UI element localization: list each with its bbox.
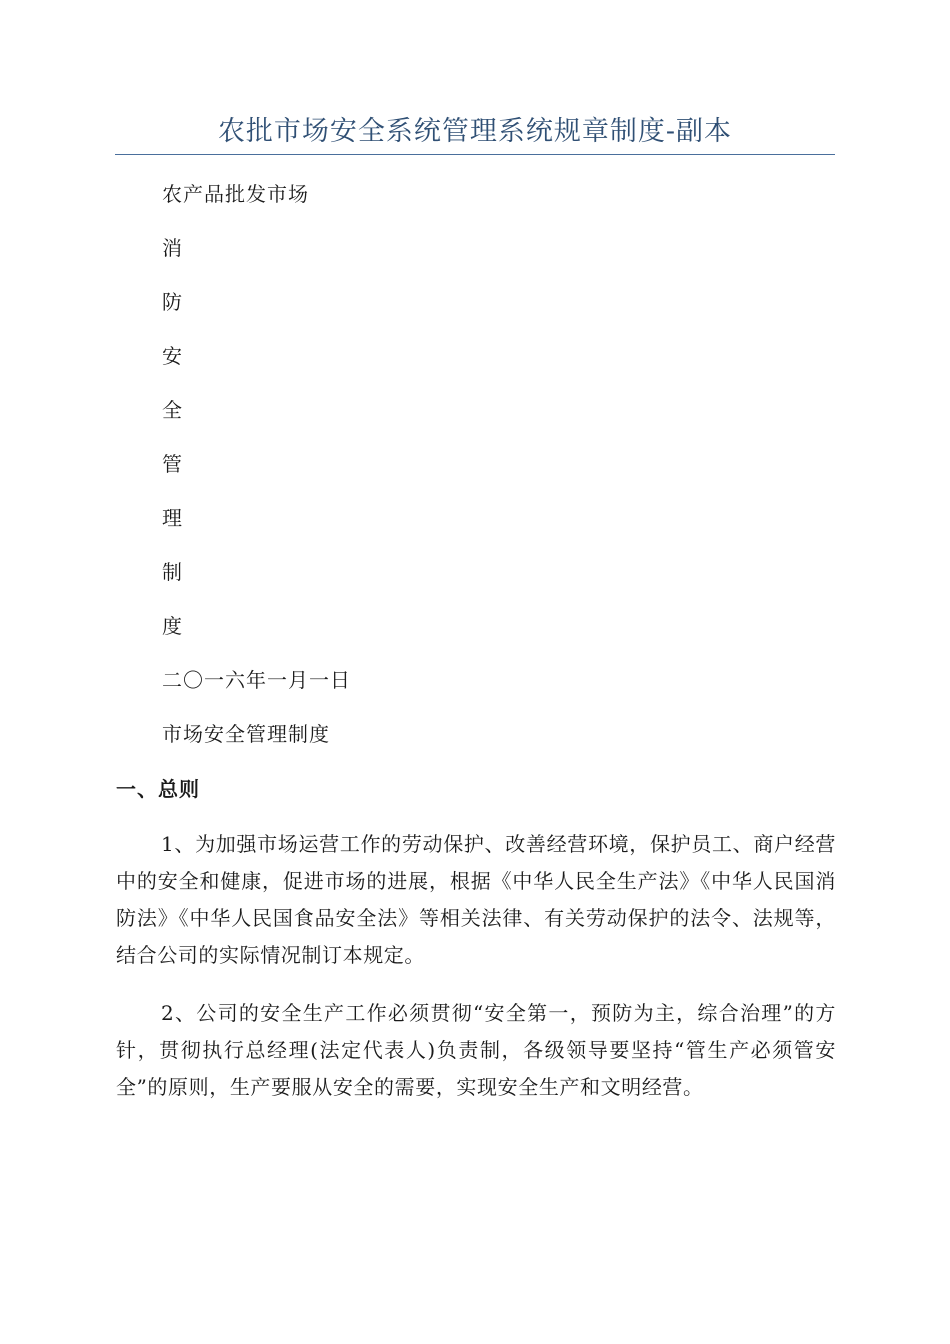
section-heading: 一、总则 [116, 777, 200, 801]
cover-line-char: 全 [162, 398, 183, 422]
cover-line-char: 管 [162, 452, 183, 476]
cover-line-char: 消 [162, 236, 183, 260]
title-underline [115, 154, 835, 155]
paragraph: 1、为加强市场运营工作的劳动保护、改善经营环境，保护员工、商户经营中的安全和健康，促进市场的进展，根据《中华人民全生产法》《中华人民国消防法》《中华人民国食品安全法》等相关法律、有关劳动保护的法令、法规等，结合公司的实际情况制订本规定。 [116, 832, 836, 967]
cover-line-char: 安 [162, 344, 183, 368]
cover-line-char: 理 [162, 506, 183, 530]
cover-line-date: 二〇一六年一月一日 [162, 668, 351, 692]
cover-line-market: 农产品批发市场 [162, 182, 309, 206]
cover-line-char: 制 [162, 560, 183, 584]
document-title: 农批市场安全系统管理系统规章制度-副本 [217, 116, 733, 147]
cover-line-char: 防 [162, 290, 183, 314]
cover-line-subtitle: 市场安全管理制度 [162, 722, 330, 746]
cover-line-char: 度 [162, 614, 183, 638]
paragraph: 2、公司的安全生产工作必须贯彻“安全第一，预防为主，综合治理”的方针，贯彻执行总经理(法定代表人)负责制，各级领导要坚持“管生产必须管安全”的原则，生产要服从安全的需要，实现安全生产和文明经营。 [116, 1001, 836, 1099]
